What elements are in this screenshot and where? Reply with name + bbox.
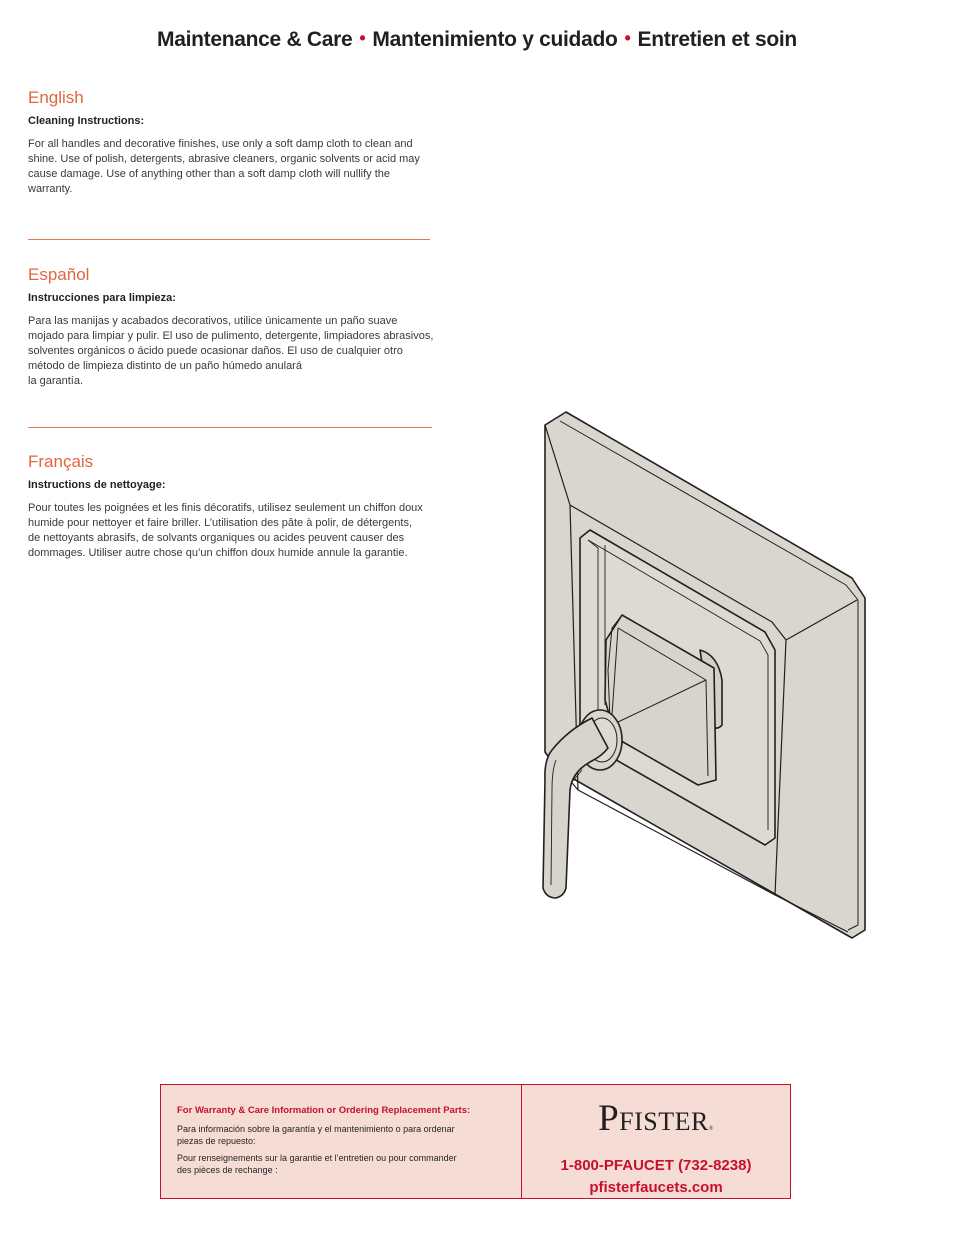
language-heading: English — [28, 88, 84, 107]
section-body: Para las manijas y acabados decorativos, utilice únicamente un paño suave mojado para limpiar y pulir. El uso de pulimento, detergente, limpiadores abrasivos, solventes orgánicos o ácido puede ocasionar daños. El uso de cualquier otro método de limpieza distinto de un paño húmedo anulará la garantía. — [28, 315, 434, 387]
warranty-text-french: Pour renseignements sur la garantie et l’entretien ou pour commander des pièces de rechange : — [177, 1153, 457, 1175]
section-spanish — [28, 265, 468, 389]
warranty-info-box — [160, 1084, 791, 1199]
warranty-text-spanish: Para información sobre la garantía y el mantenimiento o para ordenar piezas de repuesto: — [177, 1124, 455, 1146]
warranty-text-block — [177, 1105, 507, 1182]
page-title — [0, 28, 954, 52]
section-english — [28, 88, 468, 197]
brand-name: Pfister — [598, 1098, 709, 1139]
website-link[interactable]: pfisterfaucets.com — [589, 1179, 723, 1196]
warranty-heading: For Warranty & Care Information or Ordering Replacement Parts: — [177, 1105, 471, 1116]
phone-number[interactable]: 1-800-PFAUCET (732-8238) — [560, 1157, 752, 1174]
language-heading: Español — [28, 265, 90, 284]
section-french — [28, 452, 468, 561]
title-french: Entretien et soin — [637, 28, 797, 51]
section-subheading: Instructions de nettoyage: — [28, 479, 166, 491]
trademark-mark: ® — [708, 1126, 714, 1132]
shower-valve-illustration — [530, 405, 870, 945]
title-separator-dot: • — [359, 28, 366, 48]
language-heading: Français — [28, 452, 94, 471]
title-spanish: Mantenimiento y cuidado — [372, 28, 618, 51]
pfister-logo — [522, 1097, 790, 1151]
title-english: Maintenance & Care — [157, 28, 353, 51]
section-body: For all handles and decorative finishes, use only a soft damp cloth to clean and shine. Use of polish, detergents, abrasive cleaners, organic solvents or acid may cause damage. Use of anything other than a soft damp cloth will nullify the warranty. — [28, 138, 420, 195]
section-body: Pour toutes les poignées et les finis décoratifs, utilisez seulement un chiffon doux humide pour nettoyer et faire briller. L’utilisation des pâte à polir, de détergents, de nettoyants abrasifs, de solvants organiques ou acides peuvent causer des dommages. Utiliser autre chose qu’un chiffon doux humide annule la garantie. — [28, 502, 423, 559]
section-divider — [28, 427, 432, 428]
section-divider — [28, 239, 430, 240]
section-subheading: Cleaning Instructions: — [28, 115, 145, 127]
contact-block — [522, 1085, 790, 1198]
section-subheading: Instrucciones para limpieza: — [28, 292, 176, 304]
title-separator-dot: • — [624, 28, 631, 48]
